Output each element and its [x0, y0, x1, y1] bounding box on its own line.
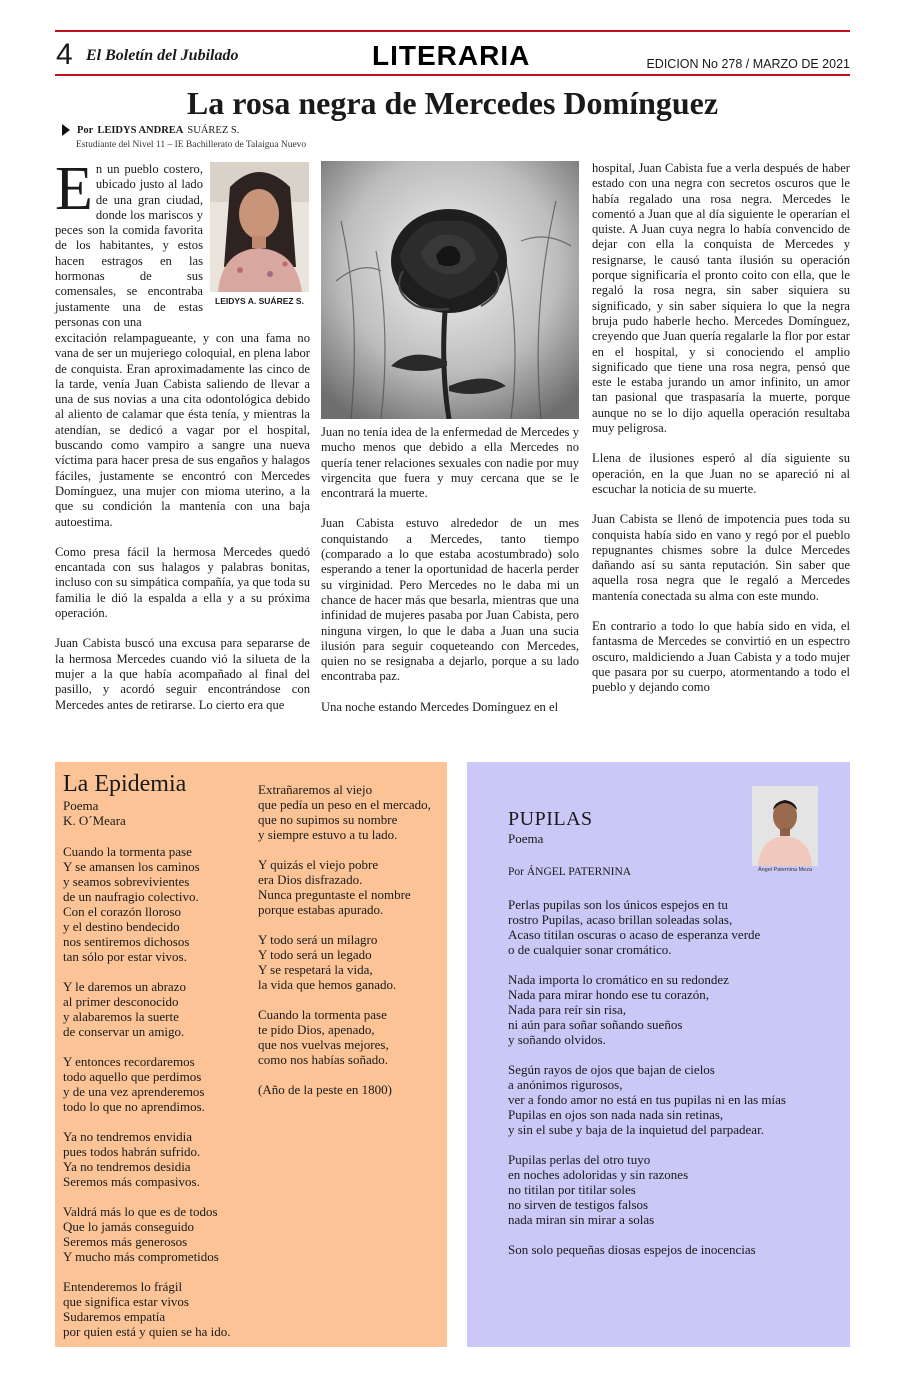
poem-kind: Poema	[508, 831, 544, 846]
section-title: LITERARIA	[372, 40, 531, 71]
article-paragraph: n un pueblo costero, ubicado justo al lado de una gran ciudad, donde los mariscos y peces son la comida favorita de los habitantes, y estos hacen estragos en las hormonas de sus comensales, se encontraba justamente una de estas personas con una	[55, 162, 203, 329]
drop-cap: E	[55, 155, 93, 223]
byline	[62, 124, 239, 136]
poem-title: La Epidemia	[63, 771, 187, 797]
article-paragraph: En contrario a todo lo que había sido en vida, el fantasma de Mercedes se convirtió en un espectro oscuro, maldiciendo a Juan Cabista y a todo mujer que pasara por su cuerpo, atormentando a todo el pueblo y dejando como	[592, 619, 850, 695]
top-rule	[55, 30, 850, 32]
poem-author: Por ÁNGEL PATERNINA	[508, 866, 632, 878]
page-number: 4	[56, 38, 73, 71]
article-column-1-top	[55, 155, 203, 330]
article-paragraph: Juan Cabista se llenó de impotencia pues toda su conquista había sido en vano y regó por el pueblo repugnantes chismes sobre la dulce Mercedes dañando así su santa reputación. Sin saber que aquella rosa negra que le regaló a Mercedes mantenía conectada su alma con este mundo.	[592, 512, 850, 603]
byline-prefix: Por	[77, 124, 94, 136]
article-column-2	[321, 425, 579, 730]
edition-label: EDICION No 278 / MARZO DE 2021	[646, 57, 850, 71]
byline-arrow-icon	[62, 124, 70, 136]
byline-name: LEIDYS ANDREA	[97, 124, 184, 136]
article-paragraph: excitación relampagueante, y con una fama no vana de ser un mujeriego coloquial, en plena labor de conquista. Eran aproximadamente las cinco de la tarde, venía Juan Cabista saliendo de llevar a una de sus novias a una cita odontológica debido al aliento de calamar que ésta tenía, y mientras la atendían, se dedicó a vagar por el hospital, buscando como vampiro a sangre una nueva víctima para hacer presa de sus engaños y halagos fáciles, justamente se encontró con Mercedes Domínguez, una mujer con mioma uterino, a la que su condición la mantenía con una baja autoestima.	[55, 331, 310, 529]
poem-text: Perlas pupilas son los únicos espejos en tu rostro Pupilas, acaso brillan soleadas solas, Acaso titilan oscuras o acaso de esperanza verde o de cualquier sonar cromático. Nada importa lo cromático en su redondez Nada para mirar hondo ese tu corazón, Nada para reír sin risa, ni aún para soñar soñando sueños y soñando olvidos. Según rayos de ojos que bajan de cielos a anónimos rigurosos, ver a fondo amor no está en tus pupilas ni en las mías Pupilas en ojos son nada nada sin retinas, y sin el sube y baja de la inquietud del parpadear. Pupilas perlas del otro tuyo en noches adoloridas y sin razones no titilan por titilar soles no sirven de testigos falsos nada miran sin mirar a solas Son solo pequeñas diosas espejos de inocencias	[508, 897, 786, 1257]
poem-stanzas-column-1: Cuando la tormenta pase Y se amansen los caminos y seamos sobrevivientes de un naufragio colectivo. Con el corazón lloroso y el destino bendecido nos sentiremos dichosos tan sólo por estar vivos. Y le daremos un abrazo al primer desconocido y alabaremos la suerte de conservar un amigo. Y entonces recordaremos todo aquello que perdimos y de una vez aprenderemos todo lo que no aprendimos. Ya no tendremos envidia pues todos habrán sufrido. Ya no tendremos desidia Seremos más compasivos. Valdrá más lo que es de todos Que lo jamás conseguido Seremos más generosos Y mucho más comprometidos Entenderemos lo frágil que significa estar vivos Sudaremos empatía por quien está y quien se ha ido.	[63, 844, 231, 1339]
article-paragraph: Una noche estando Mercedes Domínguez en el	[321, 699, 559, 714]
author-photo	[210, 162, 309, 292]
article-paragraph: Como presa fácil la hermosa Mercedes quedó encantada con sus halagos y palabras bonitas, incluso con su simpática compañía, ya que toda su familia le dió la espalda a ella y a su próxima operación.	[55, 544, 310, 621]
poem-author: K. O´Meara	[63, 813, 126, 828]
poem-stanzas-column-2: Extrañaremos al viejo que pedía un peso en el mercado, que no supimos su nombre y siempre estuvo a tu lado. Y quizás el viejo pobre era Dios disfrazado. Nunca preguntaste el nombre porque estabas apurado. Y todo será un milagro Y todo será un legado Y se respetará la vida, la vida que hemos ganado. Cuando la tormenta pase te pido Dios, apenado, que nos vuelvas mejores, como nos habías soñado. (Año de la peste en 1800)	[258, 782, 431, 1097]
article-column-1	[55, 331, 310, 728]
article-column-3	[592, 161, 850, 711]
byline-surname: SUÁREZ S.	[187, 124, 240, 136]
article-paragraph: Juan Cabista buscó una excusa para separarse de la hermosa Mercedes cuando vió la silueta de la mujer a la que había acompañado al final del pasillo, y acordó seguir encontrándose con Mercedes antes de retirarse. Lo cierto era que	[55, 636, 310, 712]
poet-photo-caption: Ángel Paternina Meza	[757, 867, 813, 873]
article-title: La rosa negra de Mercedes Domínguez	[186, 85, 719, 121]
article-paragraph: Juan no tenía idea de la enfermedad de Mercedes y mucho menos que debido a ella Mercedes no quería tener relaciones sexuales con nadie por muy virgencita que fuera y muy cercana que se le encontrará la muerte.	[321, 425, 579, 501]
poem-kind: Poema	[63, 798, 99, 813]
header-rule	[55, 74, 850, 76]
author-affiliation: Estudiante del Nivel 11 – IE Bachillerato de Talaigua Nuevo	[76, 140, 307, 150]
black-rose-image	[321, 161, 579, 419]
poet-photo	[752, 786, 818, 866]
article-paragraph: Llena de ilusiones esperó al día siguiente su operación, en la que Juan no se apareció ni al escuchar la noticia de su muerte.	[592, 451, 850, 496]
author-photo-caption: LEIDYS A. SUÁREZ S.	[215, 296, 304, 306]
poem-title: PUPILAS	[508, 808, 593, 830]
article-paragraph: Juan Cabista estuvo alrededor de un mes conquistando a Mercedes, tanto tiempo (comparado a lo que estaba acostumbrado) solo esperando a tener la oportunidad de hacerla perder su virginidad. Pero Mercedes no le daba mi un chance de hacer más que besarla, mientras que una infinidad de mujeres pasaba por Juan Cabista, pero ninguna virgen, lo que le daba a Juan una sucia ilusión para seguir coqueteando con Mercedes, quien no se resignaba a dejarlo, porque a su lado encontraba paz.	[321, 516, 579, 684]
publication-name: El Boletín del Jubilado	[86, 47, 239, 64]
article-paragraph: hospital, Juan Cabista fue a verla después de haber estado con una negra con secretos oscuros que le había regalado una rosa negra. Mercedes le comentó a Juan que al día siguiente le operarían el quiste. A Juan cuya negra lo había convencido de dejar con ella la conquista de Mercedes y resignarse, le causó tanta ilusión su operación porque significaría el pronto coito con ella, que le regaló la rosa negra, sin saber siquiera su significado, y sin saber siquiera lo que la negra bruja pudo haberle hecho. Mercedes Domínguez, creyendo que Juan quería regalarle la flor por estar en el hospital, y si conociendo el amplio significado que tiene una rosa negra, pensó que este le estaba jurando un amor infinito, un amor tan pasional que traspasaría la muerte, porque aunque no se lo dijo aquella operación resultaba muy peligrosa.	[592, 161, 850, 436]
